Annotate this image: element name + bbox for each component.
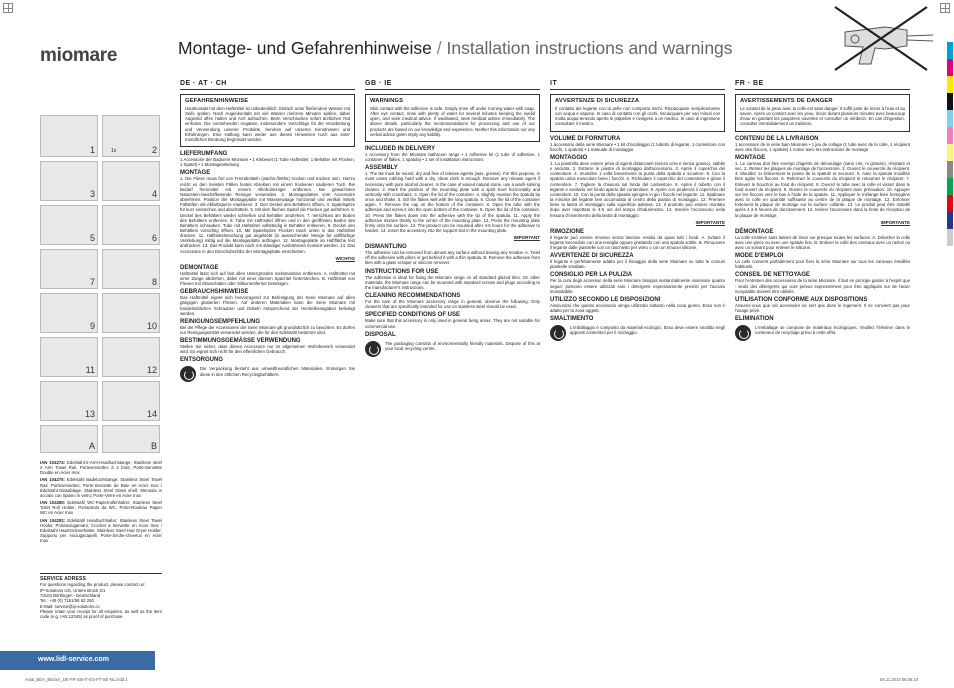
section-text: 1. The tile must be sound, dry and free of release agents (wax, grease). For this purpose, in most cases rubbing hard with a dry, clean cloth is enough. Remove any release agent if necessary with pure alcohol cleaner. In the case of waxed natural stone, use a wash-solving cleaner. 2. Mark the position of the mounting plate with a spirit level horizontally and vertically with crosshairs. 3. Open the lid of the container. 4. Slightly moisten the spatula tip once and shake. 5. Stir the flakes well with the long spatula. 6. Close the lid of the container again. 7. Remove the cap on the bottom of the container. 8. Open the tube with the adhesive and screw it into the open bottom of the container. 9. Open the lid of the container. 10. Press the flakes down into the adhesive with the tip of the spatula. 11. Apply the adhesive mixture thickly to the centre of the mounting plate. 12. Press the mounting plate firmly onto the surface. 13. The product can be mounted after 4-5 hours for the adhesive to harden. 14. Insert the accessory into the support slot in the mounting plate. xyxy=(365,171,540,233)
figure-11 xyxy=(40,337,98,377)
recycle-icon xyxy=(180,366,196,382)
column-fr xyxy=(735,80,910,680)
figure-4 xyxy=(102,161,160,201)
section-heading: MODE D'EMPLOI xyxy=(735,253,784,260)
warning-box xyxy=(550,94,725,132)
figure-9 xyxy=(40,293,98,333)
warning-box xyxy=(735,94,910,132)
section-text: Haftmittel lässt sich auf fast allen Untergründen rückstandslos entfernen. A. Haftmittel mit einer Zange abdrehen, dabei mit einer dünnen Spachtel hinterstechen. B. Haftmittel von Fliesen mit Glasschaber oder Silikonentferner beseitigen. xyxy=(180,270,355,287)
disposal-block xyxy=(550,325,725,341)
section-heading: MONTAGGIO xyxy=(550,154,588,161)
service-line: For questions regarding the product, please contact us: xyxy=(40,582,146,587)
figure-14 xyxy=(102,381,160,421)
disposal-block xyxy=(735,325,910,341)
column-gb xyxy=(365,80,540,680)
disposal-block xyxy=(365,341,540,357)
registration-mark xyxy=(3,3,13,13)
section-heading: AVVERTENZE DI SICUREZZA xyxy=(550,253,634,260)
recycle-icon xyxy=(550,325,566,341)
section-text: Das Haftmittel eignet sich hervorragend zur Befestigung der Serie Miomare auf allen gängigen glasierten Fliesen. Auf anderen Materialien kann die Serie Miomare mit handelsüblichen Schrauben und Dübeln entsprechend der Herstellerangaben befestigt werden. xyxy=(180,295,355,316)
service-header: SERVICE ADRESS xyxy=(40,576,87,582)
section-text: 1. La piastrella deve essere priva di agenti distaccanti (senza cera e senza grasso), stabile e asciutta. 2. Estrarre le piastre di montaggio dall'accessorio. 3. Aprire il coperchio del contenitore. 4. Inumidire 1 volta brevemente la punta della spatola e scuotere. 5. Con la spatola unica mescolare bene i fiocchi. 6. Richiudere il coperchio del contenitore e girare il contenitore. 7. Togliere la chiusura sul fondo del contenitore. 8. Aprire il tubetto con il legante e avvitarlo nel fondo aperto del contenitore. 9. Aprire con prudenza il coperchio del contenitore. 10. Con la punta della spatola spingere in giù i fiocchi nel legante. 11. Spalmare la miscela del legante ben accumulata al centro della piastra di montaggio. 12. Premere bene la lastra di montaggio sulla superficie adesiva. 13. Il prodotto può essere montato dopo aver rispettato le 4-5 ore del tempo d'indurimento. 14. Inserire l'accessorio nella fessura d'inserimento della lastra di montaggio. xyxy=(550,160,725,218)
section-text: L'emballage se compose de matériaux écologiques. Veuillez l'éliminer dans le conteneur de recyclage prévu à cette effet. xyxy=(755,325,910,336)
section-heading: GEBRAUCHSHINWEISE xyxy=(180,289,249,296)
figure-10 xyxy=(102,293,160,333)
figure-8 xyxy=(102,249,160,289)
service-line: E-Mail: service@ip-solutions.cc xyxy=(40,603,100,609)
figure-b xyxy=(102,425,160,453)
figure-number: 10 xyxy=(146,321,157,331)
footer-url[interactable]: www.lidl-service.com xyxy=(38,656,109,663)
section-text: The packaging consists of environmentally friendly materials. Dispose of this at your local recycling centre. xyxy=(385,340,540,351)
recycle-icon xyxy=(735,325,751,341)
important-label: WICHTIG xyxy=(335,255,355,261)
important-label: IMPORTANTE xyxy=(880,219,910,225)
figure-2 xyxy=(102,115,160,157)
section-heading: MONTAGE xyxy=(180,170,211,177)
section-heading: INCLUDED IN DELIVERY xyxy=(365,145,436,152)
section-heading: ASSEMBLY xyxy=(365,165,398,172)
section-text: 1. Le carreau doit être exempt d'agents de démoulage (sans cire, ni graisse), résistant et sec. 2. Retirez les plaques de montage de l'accessoire. 3. Ouvrez le couvercle du récipient. 4. Mouillez 1x brièvement la pointe de la spatule et secouez. 5. Avec la spatule mouillée bien agiter les flocons. 6. Refermez le couvercle du récipient et retournez le récipient. 7. Enlevez le bouchon au fond du récipient. 8. Ouvrez le tube avec la colle et vissez dans le fond ouvert du récipient. 9. Ouvrez le couvercle du récipient avec précaution. 10. Appuyer sur les flocons vers le bas à l'aide de la spatule. 11. Appliquer le mélange bien homogène avec la colle en quantité suffisante au centre de la plaque de montage. 12. Enfoncer fortement la plaque de montage sur la surface collante. 13. Le produit peut être installé après 4 à 5 heures de durcissement. 14. Insérer l'accessoire dans la fente de réception de la plaque de montage. xyxy=(735,160,910,218)
ian-item: IAN 104281: Edelstahl Handtuchhalter; Stainless Steel Towel Hooks; Portasciugamani; Crochet à Serviette en Acier Inox / Edelstahl Haartrocknerhalter, Stainless Steel Hair Dryer Holder; Supporto per Asciugacapelli; Porte-Sèche-cheveux en Acier Inox xyxy=(40,517,162,544)
figure-3 xyxy=(40,161,98,201)
disposal-block xyxy=(180,366,355,382)
figure-13 xyxy=(40,381,98,421)
section-text: Make sure that this accessory is only used in general living areas. They are not suitable for commercial use. xyxy=(365,318,540,329)
quantity-label: 1x xyxy=(111,148,117,154)
service-line: Tel.: +49 (0) 7161/58 62 250 xyxy=(40,598,94,604)
title-de: Montage- und Gefahrenhinweise xyxy=(178,38,432,58)
figure-number: 3 xyxy=(89,189,95,199)
warning-text: Il contatto del legante con la pelle non comporta rischi. Risciacquare semplicemente con acqua e sapone. In caso di contatto con gli occhi, risciacquare per vari minuti con molta acqua tenendo aperte le palpebre e rivolgersi a un medico. In caso di ingestione consultare il medico. xyxy=(555,106,720,127)
section-text: La colle s'enlève sans laisser de trace sur presque toutes les surfaces. A. Détacher la colle avec une pince ou avec une spatule fine. B. Enlever la colle des carreaux avec un racloir ou avec un solvant pour enlever le silicone. xyxy=(735,234,910,250)
column-de xyxy=(180,80,355,680)
service-address xyxy=(40,573,162,620)
section-text: For the care of the Miomare accessory range in general, observe the following: Only cleaners that are specifically intended for use on stainless steel should be used. xyxy=(365,299,540,310)
section-heading: CONSIGLIO PER LA PULIZIA xyxy=(550,272,633,279)
section-text: The adhesive is ideal for fixing the Miomare range on all standard glazed tiles. On other materials, the Miomare range can be mounted with standard screws and plugs according to the manufacturer's instructions. xyxy=(365,274,540,290)
service-line: Please retain your receipt for all enquiries, as well as the item code (e.g. IAN 12345) as proof of purchase. xyxy=(40,608,162,619)
service-line: 73104 Börtlingen - Deutschland xyxy=(40,593,101,599)
figure-number: 6 xyxy=(151,233,157,243)
figure-number: 7 xyxy=(89,277,95,287)
section-text: The adhesive can be removed from almost any surface without leaving any residue. A. Twist off the adhesive with pliers or get behind it with a thin spatula. B. Remove the adhesive from tiles with a glass scraper or silicone remover. xyxy=(365,250,540,266)
section-heading: MONTAGE xyxy=(735,154,766,161)
section-heading: INSTRUCTIONS FOR USE xyxy=(365,268,439,275)
section-heading: ELIMINATION xyxy=(735,316,774,323)
section-text: Stellen Sie sicher, dass dieses Accessoire nur im allgemeinen Wohnbereich verwendet wird. Es eignet sich nicht für den öffentlichen Gebrauch. xyxy=(180,344,355,355)
section-heading: DISPOSAL xyxy=(365,331,396,338)
figure-number: 11 xyxy=(85,365,95,375)
section-text: 1 Accessoire der Badserie Miomare • 1 Klebeset (1 Tube Haftmittel, 1 Behälter mit Flocken, 1 Spatel) • 1 Montageanleitung xyxy=(180,157,355,168)
section-heading: DÉMONTAGE xyxy=(735,228,774,235)
ian-item: IAN 104280: Edelstahl WC-Papierrollenhalter; Stainless Steel Toilet Roll Holder, Portarotolo da WC, Porte-Rouleau Papier WC en Acier Inox xyxy=(40,500,162,516)
figure-number: 8 xyxy=(151,277,157,287)
no-drill-icon xyxy=(815,2,945,74)
section-heading: REINIGUNGSEMPFEHLUNG xyxy=(180,318,261,325)
color-swatches xyxy=(947,42,953,246)
figure-number: 5 xyxy=(89,233,95,243)
section-text: Assicurarsi che questo accessorio venga utilizzato soltanto nella zona giorno. Esso non è adatto per la zona oggetti. xyxy=(550,302,725,314)
figure-a xyxy=(40,425,98,453)
page-title xyxy=(178,38,733,59)
section-heading: SPECIFIED CONDITIONS OF USE xyxy=(365,312,461,319)
section-text: L'imballaggio è composto da materiali ecologici. Esso deve essere smaltito negli appositi contenitori per il riciclaggio. xyxy=(570,325,725,336)
warning-title: WARNINGS xyxy=(370,98,404,104)
column-language: FR · BE xyxy=(735,80,910,90)
section-heading: UTILISATION CONFORME AUX DISPOSITIONS xyxy=(735,296,868,303)
warning-text: Hautkontakt mit dem Haftmittel ist unbedenklich. Einfach unter fließendem Wasser mit Seife spülen. Nach Augenkontakt mit viel Wasser mehrere Minuten spülen, dabei Augenlid offen halten und Arzt aufsuchen. Beim Verschlucken sofort ärztlichen Rat einholen. Die vorstehenden Angaben, insbesondere Vorschläge für die Verarbeitung und Verwendung unserer Produkte, beruhen auf unseren Kenntnissen und Erfahrungen. Eine Haftung kann weder aus diesen Hinweisen noch aus einer mündlichen Beratung begründet werden. xyxy=(185,106,350,142)
section-text: Per la cura degli accessori della serie Miomare bisogna sostanzialmente osservare quanto segue: possono essere utilizzati solo i detergenti espressamente previsti per l'acciaio inossidabile. xyxy=(550,278,725,294)
section-text: Die Verpackung besteht aus umweltfreundlichen Materialien. Entsorgen Sie diese in den örtlichen Recyclingbehältern. xyxy=(200,366,355,377)
section-heading: CLEANING RECOMMENDATIONS xyxy=(365,293,461,300)
service-line: IP-Solutions UG, Untere Bruck 2/1 xyxy=(40,588,106,594)
section-text: 1 accessoire de la série bain Miomare • 1 jeu de collage (1 tube avec de la colle, 1 récipient avec des flocons, 1 spatule) 1 notice avec les instructions de montage xyxy=(735,141,910,152)
section-text: 1. Die Fliese muss frei von Fremdmitteln (wachs-/fetthe) trocken und trocken sein. Hierzu reicht es den meisten Fällen festes Abreiben mit einem trockenen sauberen Tuch. Bei Bedarf fremmittel mit reinem Alkoholreiniger entfernen. Bei gewachsten Naturstein-/wachsfliesende Reiniger verwenden. 2. Montageplatten vom Accessoire abnehmen. Position der Montageplatte mit Wasserwaage horizontal und vertikal mittels Faltstiften als Abfarbsperre markieren. 3. Den Deckel des Behälters öffnen. 4. Spatelspitze für kurz einstechen und abschütteln. 5. Mit dem flachen Spatel die Flocken gut aufrühren. 6. Deckel des Behälters wieder schließen und Behälter umdrehen. 7. Verschluss am Boden des Behälters entfernen. 8. Tube mit Haftmittel öffnen und in den geöffneten Boden des Behälters schrauben. Tube mit Haftmittel vollständig in Behälter entleeren. 9. Deckel des Behälters vorsichtig öffnen. 10. Mit Spatelspitze Flocken rasch unten in das Haftmittel drücken. 11. Haftmittelmischung gut angeklebt (in ausreichender Menge für vollflächige Verklebung) mittig auf die Montageplatte auftragen. 12. Montageplatte an Haftfläche fest andrücken. 13. Das Produkt kann nach 4-5 ständiger Aushärtezeit montiert werden. 14. Das Accessoire in den Einschubschlitz der Montageplatte einschieben. xyxy=(180,176,355,254)
section-text: Il legante può essere rimosso senza lasciare residui da quasi tutti i fondi. A. Svitare il legante torcendolo con una tenaglia oppure grattando con una spatola sottile. B. Rimuovere il legante dalle piastrelle con un raschietto per vetro o con un rimuovi silicone. xyxy=(550,234,725,250)
warning-title: AVERTISSEMENTS DE DANGER xyxy=(740,98,833,104)
section-text: Il legante è perfettamente adatto per il fissaggio della serie Miomare su tutte le comuni piastrelle smaltate. xyxy=(550,259,725,270)
recycle-icon xyxy=(365,341,381,357)
section-heading: BESTIMMUNGSGEMÄSSE VERWENDUNG xyxy=(180,338,301,345)
figure-number: 12 xyxy=(146,365,157,375)
figure-number: 13 xyxy=(84,409,95,419)
warning-text: Le contact de la peau avec la colle est sans danger. Il suffit juste de rincer à l'eau et au savon. Après un contact avec les yeux, rincer durant plusieurs minutes avec beaucoup d'eau en gardant les paupières ouvertes et consulter un médecin. En cas d'ingestion, consulter immédiatement un médecin. xyxy=(740,106,905,127)
section-heading: VOLUME DI FORNITURA xyxy=(550,135,621,142)
section-heading: UTILIZZO SECONDO LE DISPOSIZIONI xyxy=(550,296,661,303)
figure-6 xyxy=(102,205,160,245)
figure-number: 2 xyxy=(151,145,157,155)
figure-number: A xyxy=(88,441,95,451)
figure-7 xyxy=(40,249,98,289)
section-heading: CONTENU DE LA LIVRAISON xyxy=(735,135,819,142)
footer-url-bar xyxy=(0,651,155,670)
column-language: DE · AT · CH xyxy=(180,80,355,90)
warning-text: Skin contact with the adhesive is safe. Simply rinse off under running water with soap. After eye contact, rinse with plenty of water for several minutes keeping the eyelid open, and seek medical advice. If swallowed, seek medical advice immediately. The above details, particularly the recommendations for processing and use of our products are based on our knowledge and experience. Neither this information nor any verbal advice given imply any liability. xyxy=(370,106,535,137)
ian-list xyxy=(40,460,162,544)
figure-12 xyxy=(102,337,160,377)
figure-number: 4 xyxy=(151,189,157,199)
ian-item: IAN 104275: Edelstahl Badetuchstange; Stainless Steel Towel Rail, Porteserviettes; Porte-Serviette de Bain en Acier Inox / Edelstahl-Glasablage; Stainless Steel Glass shelf, Mensola in acciaio con ripiano in vetro; Porte-Verre en Acier Inox xyxy=(40,477,162,498)
column-language: GB · IE xyxy=(365,80,540,90)
section-heading: LIEFERUMFANG xyxy=(180,151,228,158)
title-separator: / xyxy=(436,38,442,58)
warning-title: AVVERTENZE DI SICUREZZA xyxy=(555,98,640,104)
section-text: Bei der Pflege der Accessoires der Serie Miomare gilt grundsätzlich zu beachten: Es dürfen nur Reinigungsmittel verwendet werden, die für den Edelstahl bestimmt sind. xyxy=(180,324,355,335)
title-en: Installation instructions and warnings xyxy=(446,38,733,58)
figure-number: 14 xyxy=(146,409,157,419)
warning-title: GEFAHRENHINWEISE xyxy=(185,98,249,104)
important-label: IMPORTANT xyxy=(513,235,540,241)
section-text: 1 Accessory from the Miomare bathroom range • 1 Adhesive kit (1 tube of adhesive, 1 container of flakes, 1 spatula) • 1 set of installation instructions xyxy=(365,151,540,163)
column-language: IT xyxy=(550,80,725,90)
section-heading: DEMONTAGE xyxy=(180,264,219,271)
section-heading: SMALTIMENTO xyxy=(550,316,594,323)
figure-1 xyxy=(40,115,98,157)
section-text: Pour l'entretien des accessoires de la série Miomare, il faut en principe garder à l'esprit que : seuls des détergents qui sont prévus expressément pour être appliqués sur de l'acier inoxydable doivent être utilisés. xyxy=(735,278,910,294)
warning-box xyxy=(365,94,540,142)
footer-right: 04.11.2014 08:36:10 xyxy=(880,677,919,682)
warning-box xyxy=(180,94,355,147)
ian-item: IAN 104274: Edelstahl-2-Arm-Handtuchstange; Stainless steel 2 Arm Towel Rail, Porteserviettes à 2 bras; Porte-Serviette Double en Acier Inox xyxy=(40,460,162,476)
section-text: La colle convient parfaitement pour fixer la série Miomare sur tous les carreaux émaillés habituels. xyxy=(735,259,910,270)
figure-number: B xyxy=(150,441,157,451)
section-heading: DISMANTLING xyxy=(365,244,407,251)
figure-5 xyxy=(40,205,98,245)
important-label: IMPORTANTE xyxy=(695,219,725,225)
section-text: 1 accessorio della serie Miomare • 1 kit d'incollaggio (1 tubetto di legante, 1 contenitore con fiocchi, 1 spatola) • 1 manuale di montaggio xyxy=(550,141,725,152)
section-heading: CONSEIL DE NETTOYAGE xyxy=(735,272,810,279)
section-text: Assurez-vous que cet accessoire ne sert que dans le logement. Il ne convient pas pour l'usage privé. xyxy=(735,302,910,314)
figure-number: 9 xyxy=(89,321,95,331)
brand-logo: miomare xyxy=(40,45,118,66)
column-it xyxy=(550,80,725,680)
section-heading: ENTSORGUNG xyxy=(180,357,224,364)
section-heading: RIMOZIONE xyxy=(550,228,584,235)
footer-left: Axial_BDA_BlockA_DE-FR-GB-IT-ES-PT-SE-NL.indd 1 xyxy=(25,677,128,682)
figure-number: 1 xyxy=(89,145,95,155)
